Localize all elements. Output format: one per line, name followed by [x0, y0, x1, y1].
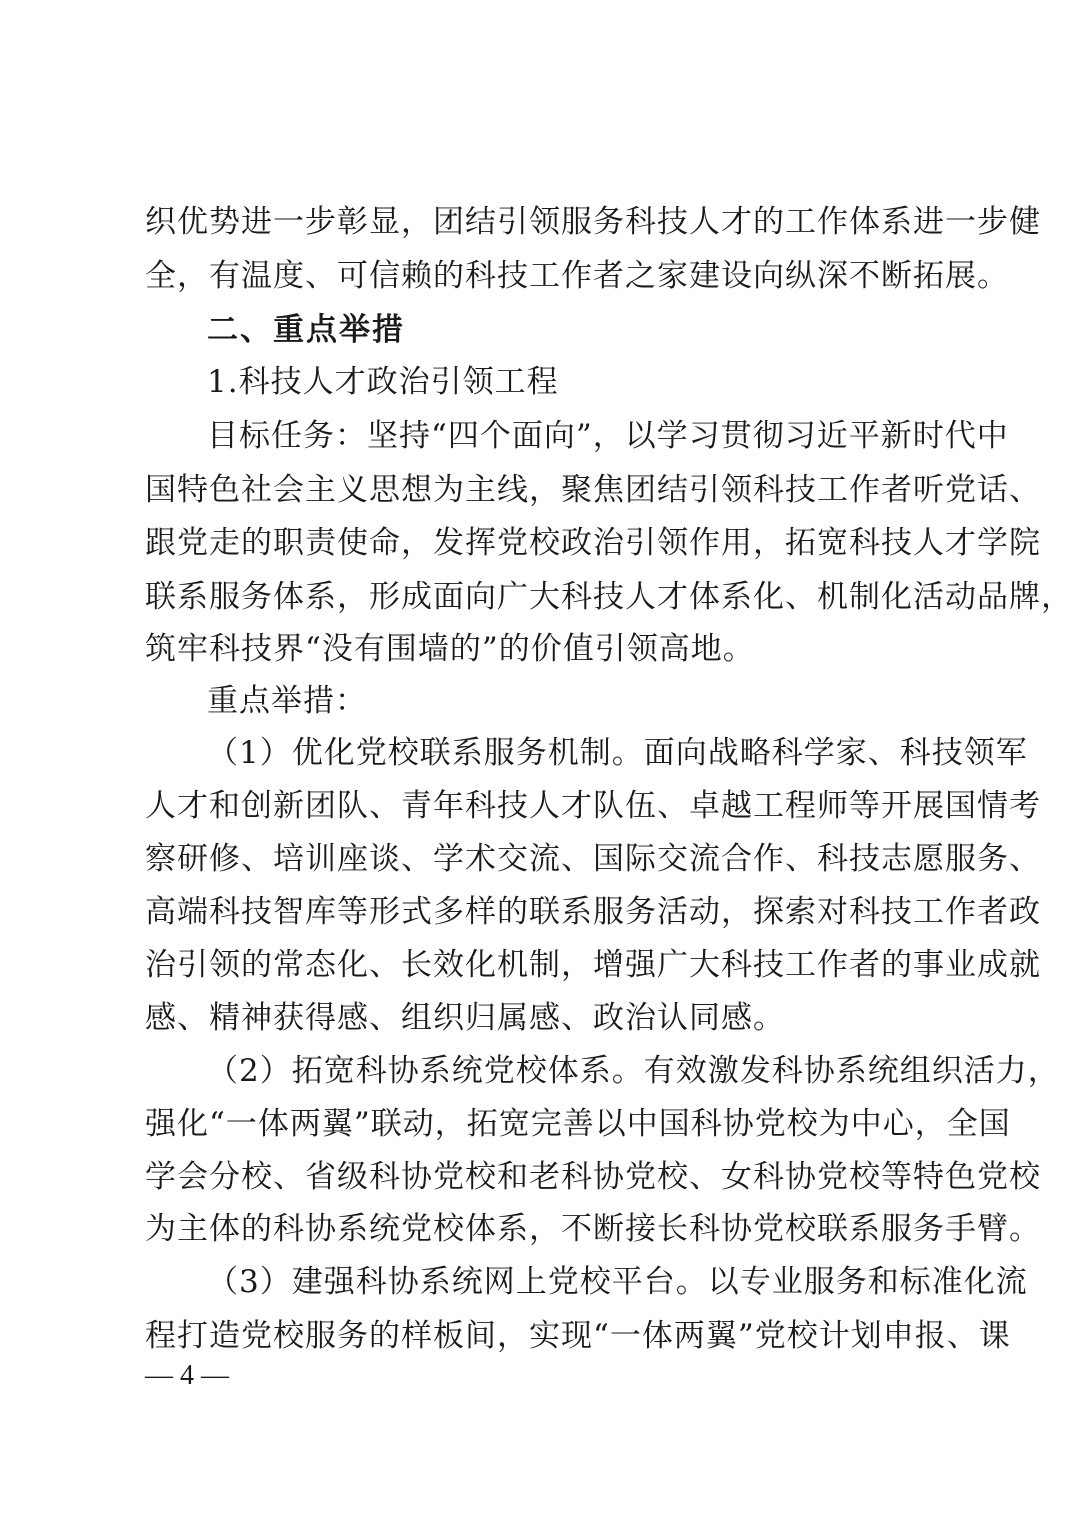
- body-text-line: 为主体的科协系统党校体系，不断接长科协党校联系服务手臂。: [145, 1211, 1041, 1247]
- section-heading: 二、重点举措: [207, 312, 405, 348]
- body-text-line: （2）拓宽科协系统党校体系。有效激发科协系统组织活力，: [207, 1053, 1060, 1089]
- body-text-line: 织优势进一步彰显，团结引领服务科技人才的工作体系进一步健: [145, 204, 1041, 240]
- subsection-heading: 1.科技人才政治引领工程: [207, 364, 559, 400]
- body-text-line: 筑牢科技界“没有围墙的”的价值引领高地。: [145, 631, 755, 667]
- body-text-line: 目标任务：坚持“四个面向”，以学习贯彻习近平新时代中: [207, 418, 1009, 454]
- body-text-line: 强化“一体两翼”联动，拓宽完善以中国科协党校为中心，全国: [145, 1106, 1011, 1142]
- body-text-line: 全，有温度、可信赖的科技工作者之家建设向纵深不断拓展。: [145, 258, 1009, 294]
- body-text-line: 程打造党校服务的样板间，实现“一体两翼”党校计划申报、课: [145, 1318, 1011, 1354]
- paragraph-label: 重点举措：: [207, 683, 367, 719]
- body-text-line: 察研修、培训座谈、学术交流、国际交流合作、科技志愿服务、: [145, 841, 1041, 877]
- body-text-line: 跟党走的职责使命，发挥党校政治引领作用，拓宽科技人才学院: [145, 525, 1041, 561]
- body-text-line: 高端科技智库等形式多样的联系服务活动，探索对科技工作者政: [145, 894, 1041, 930]
- body-text-line: 国特色社会主义思想为主线，聚焦团结引领科技工作者听党话、: [145, 472, 1041, 508]
- body-text-line: （3）建强科协系统网上党校平台。以专业服务和标准化流: [207, 1264, 1028, 1300]
- body-text-line: 感、精神获得感、组织归属感、政治认同感。: [145, 1000, 785, 1036]
- page-number: — 4 —: [145, 1360, 229, 1391]
- body-text-line: 学会分校、省级科协党校和老科协党校、女科协党校等特色党校: [145, 1159, 1041, 1195]
- body-text-line: 人才和创新团队、青年科技人才队伍、卓越工程师等开展国情考: [145, 788, 1041, 824]
- body-text-line: （1）优化党校联系服务机制。面向战略科学家、科技领军: [207, 735, 1028, 771]
- body-text-line: 治引领的常态化、长效化机制，增强广大科技工作者的事业成就: [145, 947, 1041, 983]
- body-text-line: 联系服务体系，形成面向广大科技人才体系化、机制化活动品牌，: [145, 579, 1073, 615]
